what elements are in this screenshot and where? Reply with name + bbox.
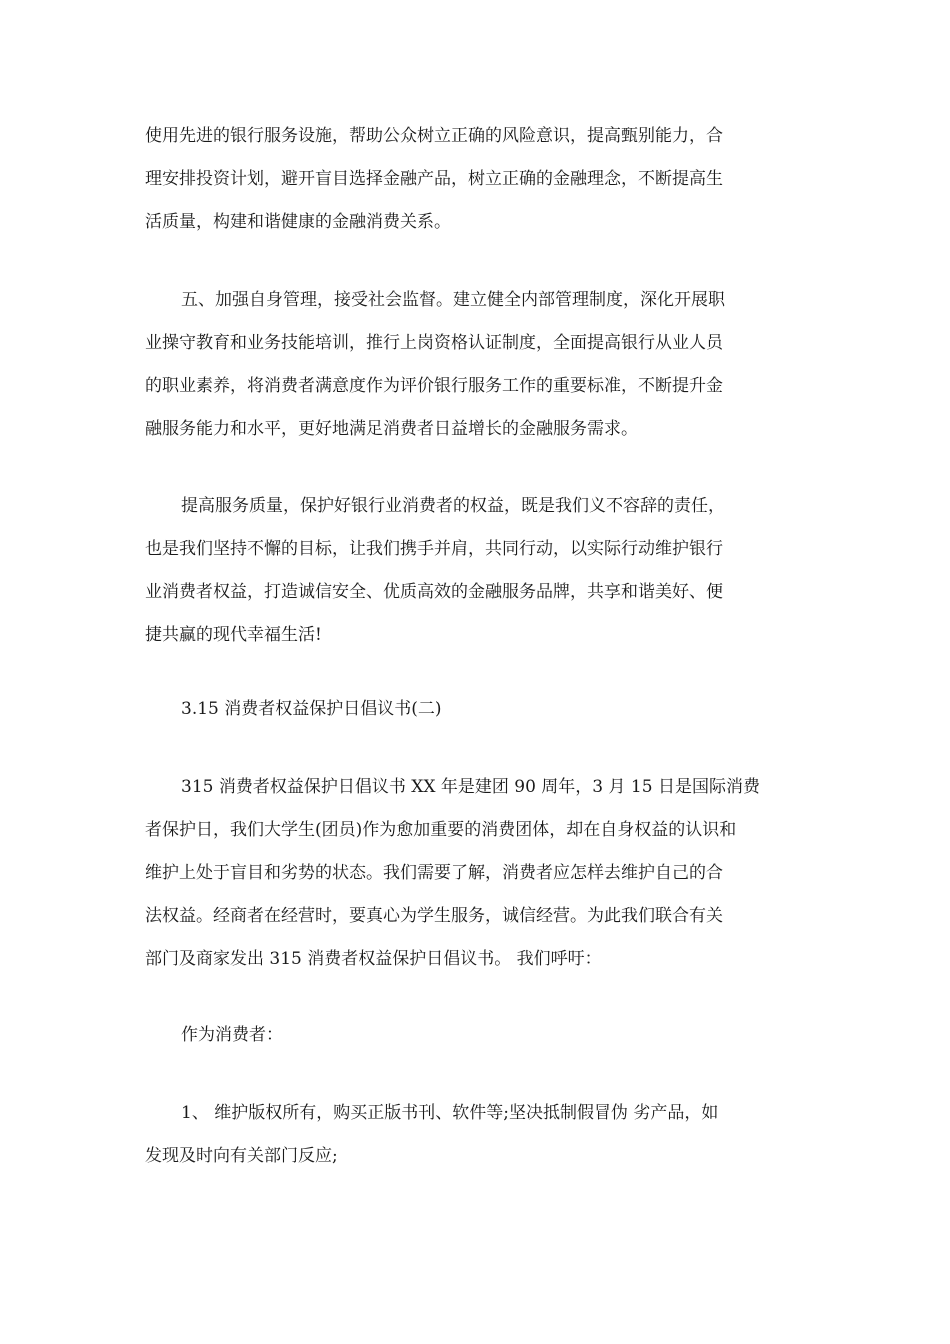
- text-line: 部门及商家发出 315 消费者权益保护日倡议书。 我们呼吁：: [145, 949, 602, 969]
- text-line: 315 消费者权益保护日倡议书 XX 年是建团 90 周年，3 月 15 日是国际消费: [181, 777, 760, 797]
- text-line: 捷共赢的现代幸福生活!: [145, 625, 322, 645]
- list-item-1: [145, 1092, 810, 1178]
- section-heading: [145, 688, 810, 731]
- text-line: 者保护日，我们大学生(团员)作为愈加重要的消费团体，却在自身权益的认识和: [145, 820, 737, 840]
- text-line: 使用先进的银行服务设施，帮助公众树立正确的风险意识，提高甄别能力，合: [145, 126, 723, 146]
- text-line: 理安排投资计划，避开盲目选择金融产品，树立正确的金融理念，不断提高生: [145, 169, 723, 189]
- paragraph-self-management: [145, 279, 810, 451]
- text-line: 业操守教育和业务技能培训，推行上岗资格认证制度，全面提高银行从业人员: [145, 333, 723, 353]
- text-line: 业消费者权益，打造诚信安全、优质高效的金融服务品牌，共享和谐美好、便: [145, 582, 723, 602]
- text-line: 融服务能力和水平，更好地满足消费者日益增长的金融服务需求。: [145, 419, 638, 439]
- paragraph-as-consumer: [145, 1014, 810, 1057]
- paragraph-closing-call: [145, 485, 810, 657]
- text-line: 的职业素养，将消费者满意度作为评价银行服务工作的重要标准，不断提升金: [145, 376, 723, 396]
- heading-text: 3.15 消费者权益保护日倡议书(二): [181, 699, 442, 719]
- paragraph-initiative-intro: [145, 766, 810, 981]
- text-line: 发现及时向有关部门反应;: [145, 1146, 338, 1166]
- text-line: 作为消费者：: [181, 1025, 283, 1045]
- text-line: 也是我们坚持不懈的目标，让我们携手并肩，共同行动，以实际行动维护银行: [145, 539, 723, 559]
- paragraph-service-facilities: [145, 115, 810, 244]
- text-line: 法权益。经商者在经营时，要真心为学生服务，诚信经营。为此我们联合有关: [145, 906, 723, 926]
- text-line: 1、 维护版权所有，购买正版书刊、软件等;坚决抵制假冒伪 劣产品，如: [181, 1103, 719, 1123]
- text-line: 提高服务质量，保护好银行业消费者的权益，既是我们义不容辞的责任，: [181, 496, 725, 516]
- text-line: 活质量，构建和谐健康的金融消费关系。: [145, 212, 451, 232]
- text-line: 五、加强自身管理，接受社会监督。建立健全内部管理制度，深化开展职: [181, 290, 725, 310]
- text-line: 维护上处于盲目和劣势的状态。我们需要了解，消费者应怎样去维护自己的合: [145, 863, 723, 883]
